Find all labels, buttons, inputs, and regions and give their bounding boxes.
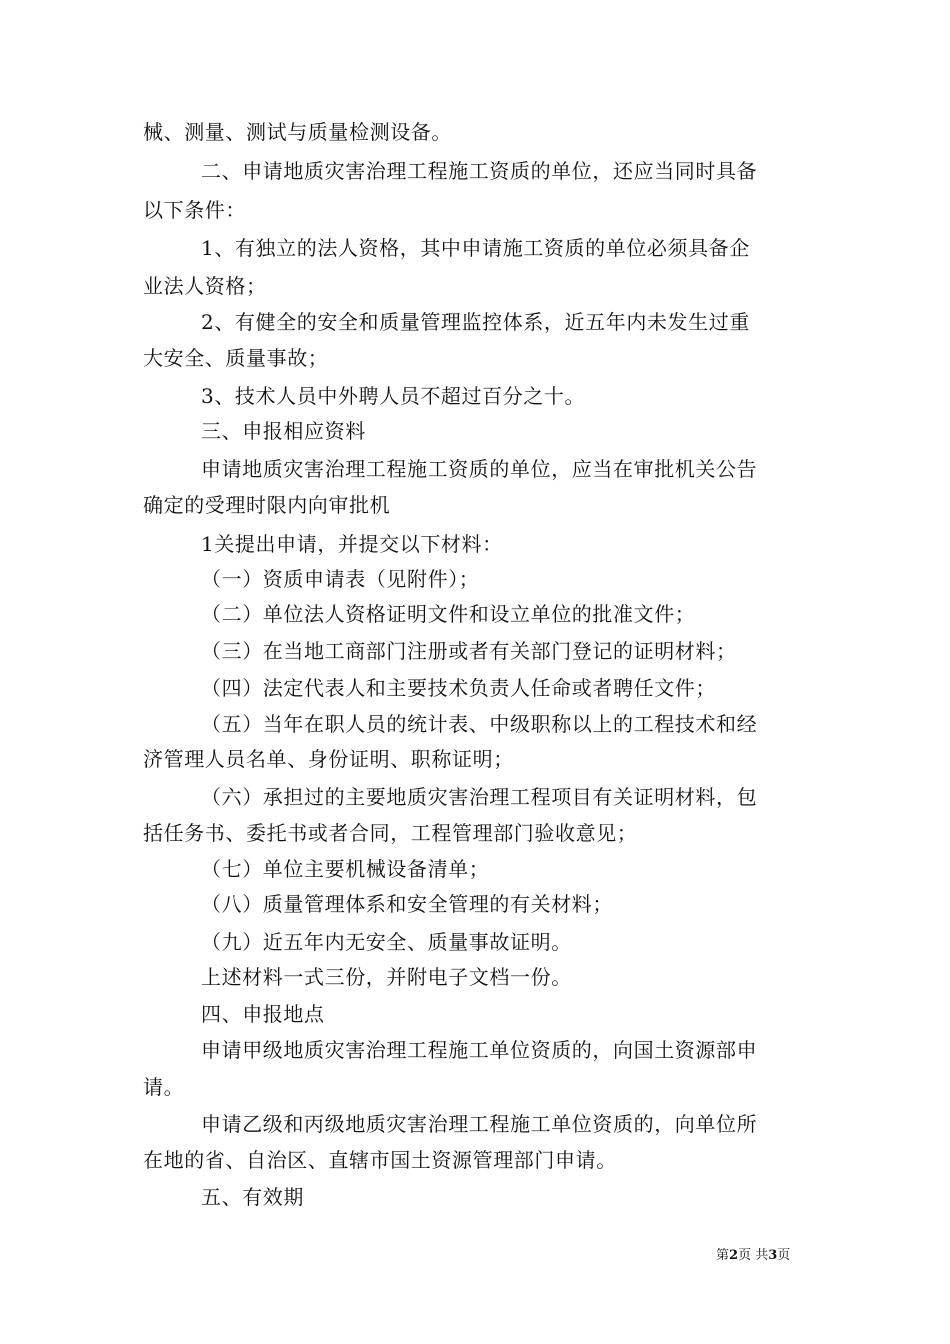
- footer-suffix: 页: [777, 1248, 791, 1263]
- text-line: 济管理人员名单、身份证明、职称证明；: [143, 747, 514, 771]
- list-item: （八）质量管理体系和安全管理的有关材料；: [201, 892, 613, 916]
- text-line: 业法人资格；: [143, 274, 267, 298]
- text-line: 以下条件：: [143, 198, 246, 222]
- text-line: 1关提出申请，并提交以下材料：: [201, 532, 503, 556]
- total-page-number: 3: [768, 1248, 778, 1263]
- list-item: （七）单位主要机械设备清单；: [201, 857, 490, 881]
- list-item: （六）承担过的主要地质灾害治理工程项目有关证明材料，包: [201, 785, 758, 809]
- text-line: 确定的受理时限内向审批机: [143, 493, 391, 517]
- current-page-number: 2: [729, 1248, 739, 1263]
- text-line: 申请地质灾害治理工程施工资质的单位，应当在审批机关公告: [201, 457, 758, 481]
- text-line: 械、测量、测试与质量检测设备。: [143, 120, 452, 144]
- list-item: （五）当年在职人员的统计表、中级职称以上的工程技术和经: [201, 712, 758, 736]
- text-line: 在地的省、自治区、直辖市国土资源管理部门申请。: [143, 1148, 617, 1172]
- list-item: （九）近五年内无安全、质量事故证明。: [201, 930, 572, 954]
- list-item: （二）单位法人资格证明文件和设立单位的批准文件；: [201, 602, 696, 626]
- section-heading: 三、申报相应资料: [201, 419, 366, 443]
- text-line: 上述材料一式三份，并附电子文档一份。: [201, 965, 572, 989]
- section-heading: 四、申报地点: [201, 1002, 325, 1026]
- list-item: 2、有健全的安全和质量管理监控体系，近五年内未发生过重: [201, 310, 750, 334]
- text-line: 括任务书、委托书或者合同，工程管理部门验收意见；: [143, 821, 638, 845]
- page-footer: [716, 1247, 790, 1265]
- footer-prefix: 第: [716, 1248, 730, 1263]
- list-item: （四）法定代表人和主要技术负责人任命或者聘任文件；: [201, 676, 716, 700]
- text-line: 申请乙级和丙级地质灾害治理工程施工单位资质的，向单位所: [201, 1112, 758, 1136]
- text-line: 大安全、质量事故；: [143, 346, 329, 370]
- list-item: 3、技术人员中外聘人员不超过百分之十。: [201, 384, 586, 408]
- list-item: （一）资质申请表（见附件）；: [201, 567, 480, 591]
- text-line: 申请甲级地质灾害治理工程施工单位资质的，向国土资源部申: [201, 1038, 758, 1062]
- section-heading: 二、申请地质灾害治理工程施工资质的单位，还应当同时具备: [201, 159, 758, 183]
- footer-middle: 页 共: [738, 1248, 769, 1263]
- section-heading: 五、有效期: [201, 1185, 304, 1209]
- text-line: 请。: [143, 1075, 185, 1099]
- list-item: （三）在当地工商部门注册或者有关部门登记的证明材料；: [201, 639, 737, 663]
- list-item: 1、有独立的法人资格，其中申请施工资质的单位必须具备企: [201, 236, 750, 260]
